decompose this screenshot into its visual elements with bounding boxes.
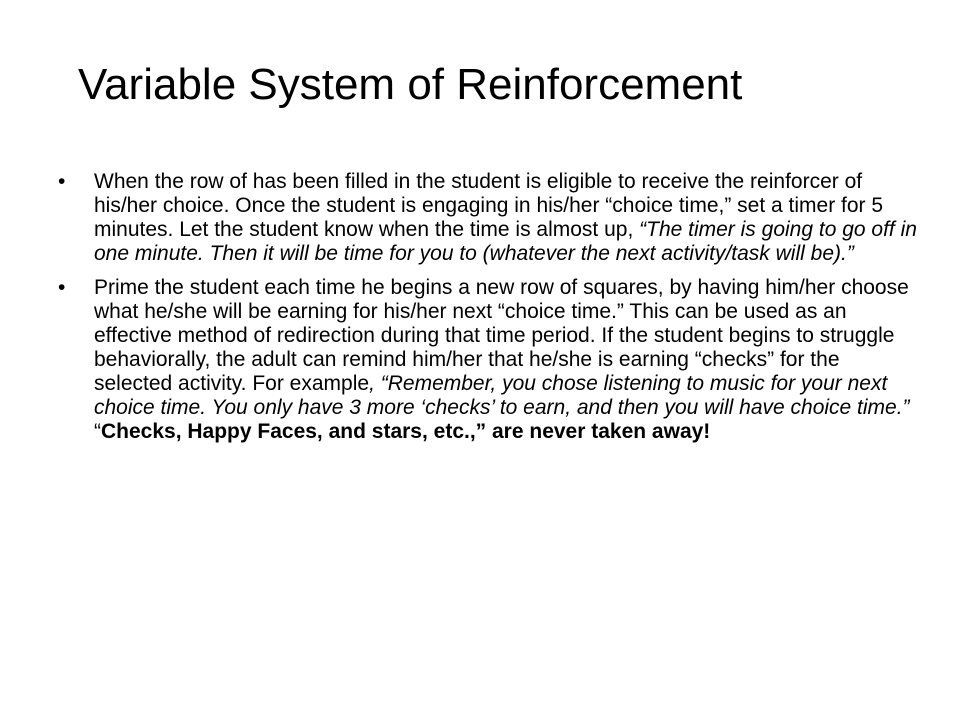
bullet-text: Prime the student each time he begins a new row of squares, by having him/her choose what he/she will be earning for his/her next “choice time.” This can be used as an effective method of redirection during that time period. If the student begins to struggle behaviorally, the adult can remind him/her that he/she is earning “checks” for the selected activity. For example <box>94 276 909 395</box>
bullet-text: When the row of has been filled in the student is eligible to receive the reinforcer of his/her choice. Once the student is engaging in his/her “choice time,” set a timer for 5 minutes. Let the student know when the time is almost up, <box>94 170 884 241</box>
bullet-quote: , “Remember, you chose listening to music for your next choice time. You only have 3 more ‘checks’ to earn, and then you will have choice time.” <box>94 372 910 419</box>
bullet-emphasis: Checks, Happy Faces, and stars, etc.,” are never taken away! <box>101 420 711 443</box>
bullet-marker: • <box>58 276 66 299</box>
bullet-open-quote: “ <box>94 420 101 443</box>
slide-title: Variable System of Reinforcement <box>78 60 743 109</box>
bullet-quote: “The timer is going to go off in one minute. Then it will be time for you to (whatever the next activity/task will be).” <box>94 218 917 265</box>
bullet-item <box>58 170 918 266</box>
bullet-marker: • <box>58 170 66 193</box>
bullet-item <box>58 276 918 444</box>
bullet-list <box>58 170 918 454</box>
